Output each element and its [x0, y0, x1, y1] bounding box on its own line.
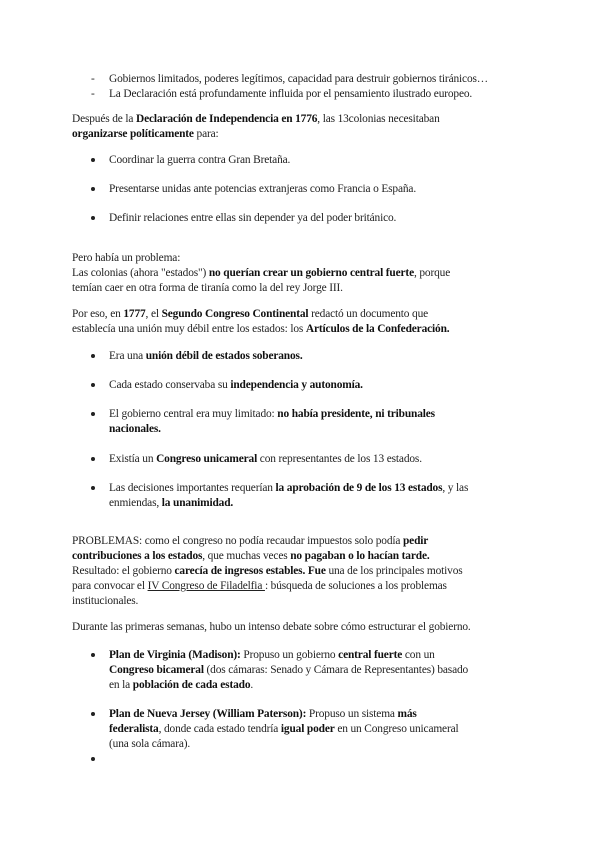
paragraph-line: Por eso, en 1777, el Segundo Congreso Continental redactó un documento que — [72, 308, 429, 320]
bullet-icon — [91, 216, 95, 220]
list-item: Presentarse unidas ante potencias extranjeras como Francia o España. — [109, 183, 417, 195]
paragraph-line: Pero había un problema: — [72, 252, 181, 264]
paragraph-line: Resultado: el gobierno carecía de ingresos estables. Fue una de los principales motivos — [72, 565, 463, 577]
list-item: Coordinar la guerra contra Gran Bretaña. — [109, 154, 291, 166]
list-item: El gobierno central era muy limitado: no había presidente, ni tribunales — [109, 408, 435, 420]
bullet-icon — [91, 383, 95, 387]
bullet-icon — [91, 457, 95, 461]
list-item-cont: federalista, donde cada estado tendría igual poder en un Congreso unicameral — [109, 723, 459, 735]
congress-link: IV Congreso de Filadelfia — [147, 580, 265, 592]
list-item: Plan de Nueva Jersey (William Paterson): Propuso un sistema más — [109, 708, 417, 720]
dash-item: Gobiernos limitados, poderes legítimos, capacidad para destruir gobiernos tiránicos… — [109, 73, 489, 85]
paragraph-line: Después de la Declaración de Independencia en 1776, las 13colonias necesitaban — [72, 113, 440, 125]
dash-marker: - — [91, 73, 95, 85]
paragraph-line: institucionales. — [72, 595, 139, 607]
list-item: Era una unión débil de estados soberanos. — [109, 350, 303, 362]
bullet-icon — [91, 486, 95, 490]
list-item: Existía un Congreso unicameral con representantes de los 13 estados. — [109, 453, 422, 465]
list-item-cont: (una sola cámara). — [109, 738, 191, 750]
dash-marker: - — [91, 88, 95, 100]
paragraph-line: para convocar el IV Congreso de Filadelfia : búsqueda de soluciones a los problemas — [72, 580, 447, 592]
paragraph-line: establecía una unión muy débil entre los estados: los Artículos de la Confederación. — [72, 323, 450, 335]
bullet-icon — [91, 354, 95, 358]
bullet-icon — [91, 712, 95, 716]
list-item: Las decisiones importantes requerían la aprobación de 9 de los 13 estados, y las — [109, 482, 469, 494]
bullet-icon — [91, 158, 95, 162]
paragraph-line: PROBLEMAS: como el congreso no podía recaudar impuestos solo podía pedir — [72, 535, 429, 547]
bullet-icon — [91, 412, 95, 416]
list-item: Plan de Virginia (Madison): Propuso un gobierno central fuerte con un — [109, 649, 435, 661]
dash-item: La Declaración está profundamente influida por el pensamiento ilustrado europeo. — [109, 88, 473, 100]
paragraph-line: contribuciones a los estados, que muchas veces no pagaban o lo hacían tarde. — [72, 550, 430, 562]
list-item: Cada estado conservaba su independencia y autonomía. — [109, 379, 363, 391]
list-item-cont: en la población de cada estado. — [109, 679, 254, 691]
list-item-cont: nacionales. — [109, 423, 161, 435]
paragraph-line: temían caer en otra forma de tiranía como la del rey Jorge III. — [72, 282, 343, 294]
bullet-icon — [91, 653, 95, 657]
bullet-icon — [91, 187, 95, 191]
list-item-cont: enmiendas, la unanimidad. — [109, 497, 234, 509]
paragraph-line: Durante las primeras semanas, hubo un intenso debate sobre cómo estructurar el gobierno. — [72, 621, 471, 633]
list-item: Definir relaciones entre ellas sin depender ya del poder británico. — [109, 212, 397, 224]
paragraph-line: organizarse políticamente para: — [72, 128, 219, 140]
list-item-cont: Congreso bicameral (dos cámaras: Senado y Cámara de Representantes) basado — [109, 664, 469, 676]
bullet-icon — [91, 757, 95, 761]
paragraph-line: Las colonias (ahora "estados") no querían crear un gobierno central fuerte, porque — [72, 267, 451, 279]
